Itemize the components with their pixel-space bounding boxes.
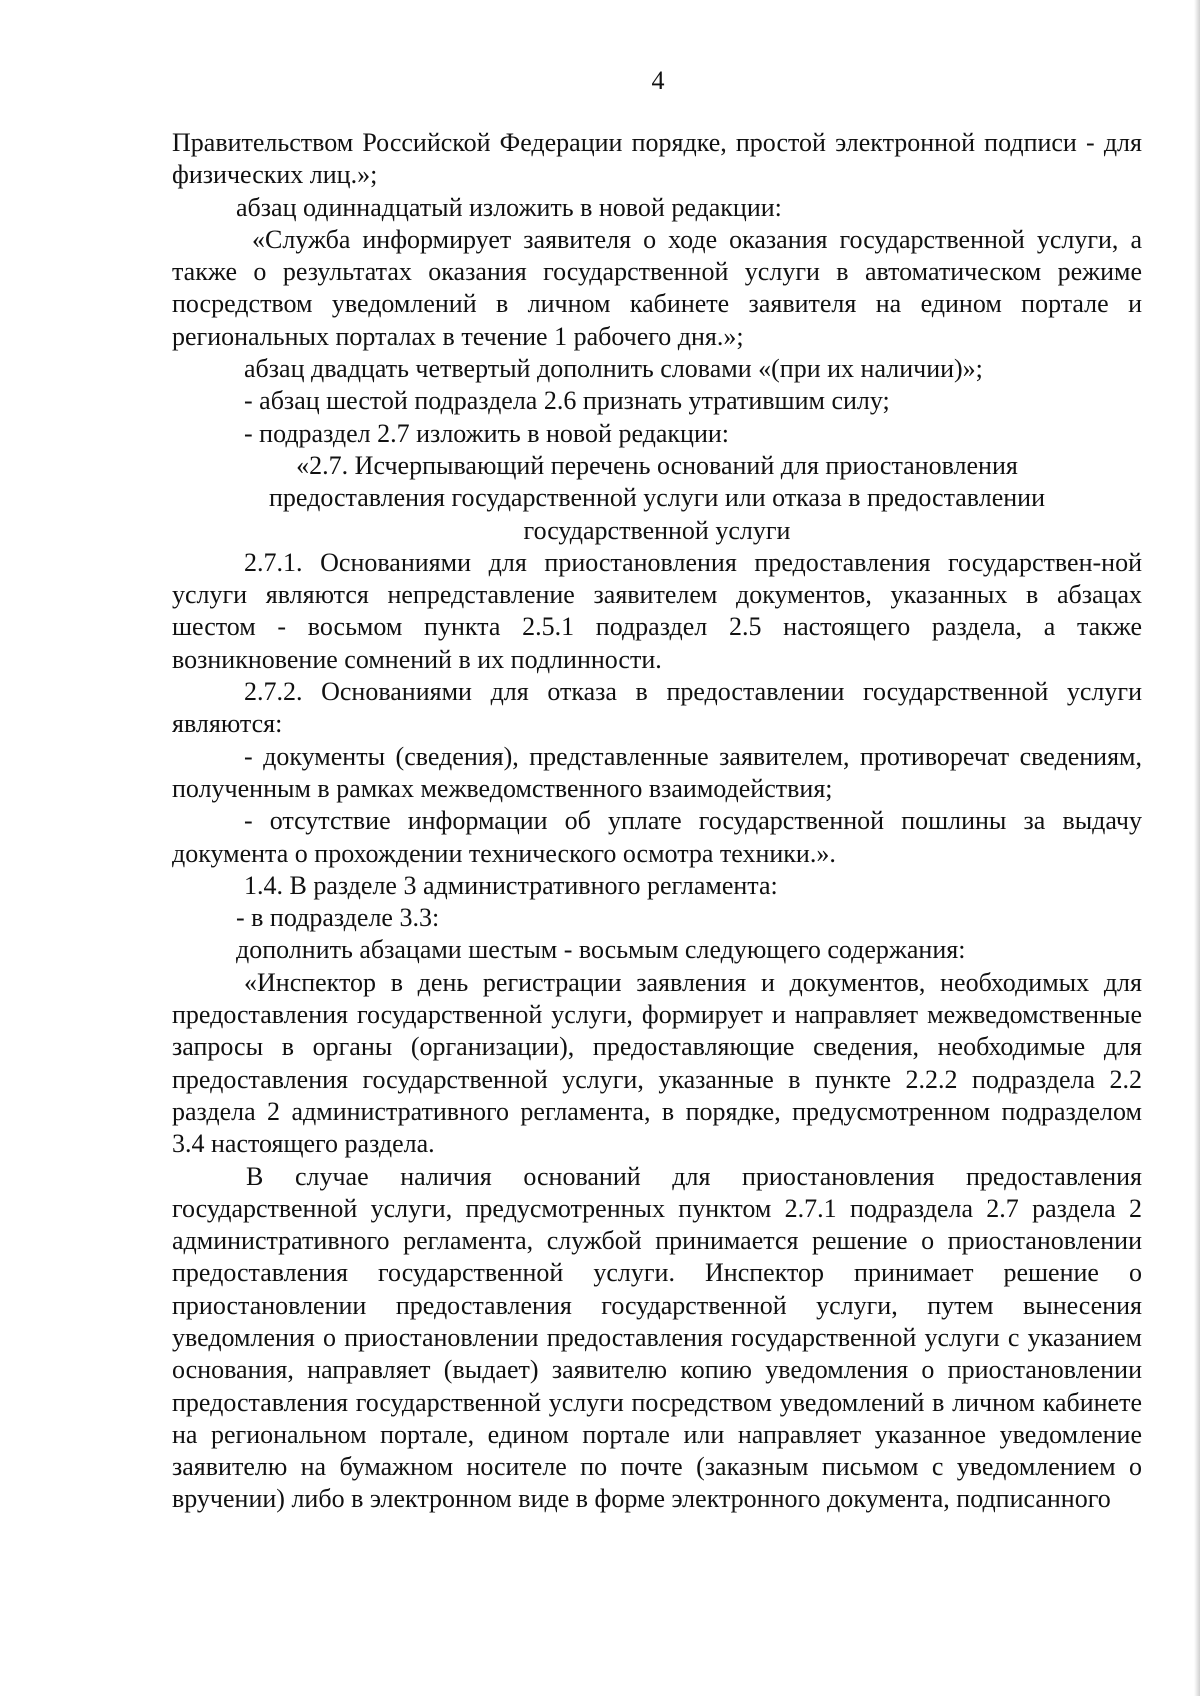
paragraph-suspension-grounds: В случае наличия оснований для приостановления предоставления государственной услуги, предусмотренных пунктом 2.7.1 подраздела 2.7 раздела 2 административного регламента, службой принимается решение о приостановлении предоставления государственной услуги. Инспектор принимает решение о приостановлении предоставления государственной услуги, путем вынесения уведомления о приостановлении предоставления государственной услуги с указанием основания, направляет (выдает) заявителю копию уведомления о приостановлении предоставления государственной услуги посредством уведомлений в личном кабинете на региональном портале, едином портале или направляет указанное уведомление заявителю на бумажном носителе по почте (заказным письмом с уведомлением о вручении) либо в электронном виде в форме электронного документа, подписанного xyxy=(172,1161,1142,1514)
page-edge xyxy=(1194,0,1200,1696)
paragraph-subsection-2-7: - подраздел 2.7 изложить в новой редакции: xyxy=(244,418,730,448)
section-heading-line-1: «2.7. Исчерпывающий перечень оснований для приостановления xyxy=(296,450,1018,480)
paragraph-2-7-1: 2.7.1. Основаниями для приостановления предоставления государствен-ной услуги являются непредставление заявителем документов, указанных в абзацах шестом - восьмом пункта 2.5.1 подраздел 2.5 настоящего раздела, а также возникновение сомнений в их подлинности. xyxy=(172,547,1142,674)
page-number: 4 xyxy=(651,66,665,95)
paragraph-subsection-2-6: - абзац шестой подраздела 2.6 признать утратившим силу; xyxy=(244,386,890,416)
paragraph-2-7-2: 2.7.2. Основаниями для отказа в предоставлении государственной услуги являются: xyxy=(172,677,1142,739)
paragraph-add-abzacs: дополнить абзацами шестым - восьмым следующего содержания: xyxy=(236,935,966,965)
paragraph-signature-clause: Правительством Российской Федерации порядке, простой электронной подписи - для физических лиц.»; xyxy=(172,128,1142,190)
paragraph-eleventh-abzac: абзац одиннадцатый изложить в новой редакции: xyxy=(236,192,782,222)
paragraph-inspector-requests: «Инспектор в день регистрации заявления и документов, необходимых для предоставления государственной услуги, формирует и направляет межведомственные запросы в органы (организации), предоставляющие сведения, необходимые для предоставления государственной услуги, указанные в пункте 2.2.2 подраздела 2.2 раздела 2 административного регламента, в порядке, предусмотренном подразделом 3.4 настоящего раздела. xyxy=(172,967,1142,1159)
paragraph-1-4: 1.4. В разделе 3 административного регламента: xyxy=(244,870,778,900)
document-body xyxy=(172,127,1142,1516)
section-heading-line-3: государственной услуги xyxy=(523,515,791,545)
paragraph-subsection-3-3: - в подразделе 3.3: xyxy=(236,903,440,933)
paragraph-twenty-fourth-abzac: абзац двадцать четвертый дополнить словами «(при их наличии)»; xyxy=(244,354,983,384)
paragraph-service-informs: «Служба информирует заявителя о ходе оказания государственной услуги, а также о результатах оказания государственной услуги в автоматическом режиме посредством уведомлений в личном кабинете заявителя на едином портале и региональных порталах в течение 1 рабочего дня.»; xyxy=(172,224,1142,351)
paragraph-no-fee-info: - отсутствие информации об уплате государственной пошлины за выдачу документа о прохождении технического осмотра техники.». xyxy=(172,806,1142,868)
paragraph-documents-contradict: - документы (сведения), представленные заявителем, противоречат сведениям, полученным в рамках межведомственного взаимодействия; xyxy=(172,741,1142,803)
section-heading-line-2: предоставления государственной услуги или отказа в предоставлении xyxy=(268,483,1045,513)
